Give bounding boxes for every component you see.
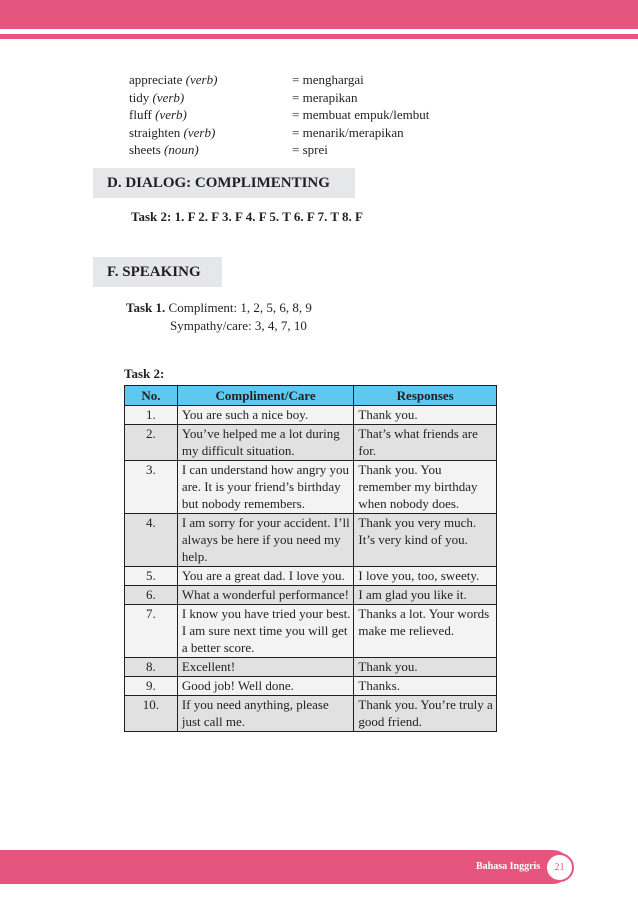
compliment-cell: If you need anything, please just call me. [177, 696, 354, 732]
response-cell: That’s what friends are for. [354, 425, 497, 461]
compliment-cell: You are a great dad. I love you. [177, 567, 354, 586]
speaking-task1 [126, 299, 312, 334]
compliment-cell: Good job! Well done. [177, 677, 354, 696]
compliment-cell: What a wonderful performance! [177, 586, 354, 605]
table-row [125, 461, 497, 514]
response-cell: Thank you. [354, 406, 497, 425]
table-row [125, 406, 497, 425]
section-f-heading: F. SPEAKING [93, 257, 222, 287]
table-header-row [125, 386, 497, 406]
speaking-task2-label: Task 2: [124, 366, 165, 381]
row-number: 4. [125, 514, 178, 567]
compliment-cell: Excellent! [177, 658, 354, 677]
compliment-cell: You’ve helped me a lot during my difficult situation. [177, 425, 354, 461]
task1-compliment: Compliment: 1, 2, 5, 6, 8, 9 [165, 300, 312, 315]
row-number: 10. [125, 696, 178, 732]
footer-book-title: Bahasa Inggris [476, 861, 541, 872]
response-cell: Thank you. You’re truly a good friend. [354, 696, 497, 732]
row-number: 2. [125, 425, 178, 461]
table-row [125, 605, 497, 658]
response-cell: I love you, too, sweety. [354, 567, 497, 586]
table-row [125, 567, 497, 586]
vocab-definition: = membuat empuk/lembut [292, 107, 430, 123]
response-cell: Thank you very much. It’s very kind of you. [354, 514, 497, 567]
dialog-task2-answers: Task 2: 1. F 2. F 3. F 4. F 5. T 6. F 7. T 8. F [131, 209, 363, 224]
vocab-term: tidy (verb) [129, 89, 185, 105]
vocab-term: fluff (verb) [129, 107, 187, 123]
task1-sympathy: Sympathy/care: 3, 4, 7, 10 [170, 317, 307, 333]
row-number: 9. [125, 677, 178, 696]
vocab-definition: = menghargai [292, 72, 364, 87]
vocab-term: sheets (noun) [129, 142, 199, 158]
section-d-heading: D. DIALOG: COMPLIMENTING [93, 168, 355, 198]
row-number: 1. [125, 406, 178, 425]
response-cell: Thank you. You remember my birthday when nobody does. [354, 461, 497, 514]
table-row [125, 677, 497, 696]
compliment-cell: You are such a nice boy. [177, 406, 354, 425]
row-number: 8. [125, 658, 178, 677]
vocab-term: appreciate (verb) [129, 72, 218, 87]
row-number: 6. [125, 586, 178, 605]
compliment-response-table [124, 385, 497, 732]
compliment-cell: I am sorry for your accident. I’ll always be here if you need my help. [177, 514, 354, 567]
row-number: 5. [125, 567, 178, 586]
response-cell: Thank you. [354, 658, 497, 677]
top-divider-line [0, 34, 638, 39]
response-cell: Thanks. [354, 677, 497, 696]
page-number: 21 [545, 853, 574, 882]
table-row [125, 425, 497, 461]
vocab-term: straighten (verb) [129, 124, 216, 140]
vocab-definition: = menarik/merapikan [292, 124, 404, 140]
task1-label: Task 1. [126, 300, 166, 315]
column-header-no: No. [125, 386, 178, 406]
response-cell: Thanks a lot. Your words make me relieved. [354, 605, 497, 658]
vocab-definition: = sprei [292, 142, 328, 158]
response-cell: I am glad you like it. [354, 586, 497, 605]
column-header-responses: Responses [354, 386, 497, 406]
compliment-cell: I know you have tried your best. I am sure next time you will get a better score. [177, 605, 354, 658]
vocab-definition: = merapikan [292, 89, 358, 105]
compliment-cell: I can understand how angry you are. It is your friend’s birthday but nobody remembers. [177, 461, 354, 514]
row-number: 3. [125, 461, 178, 514]
top-band [0, 0, 638, 29]
table-row [125, 514, 497, 567]
table-row [125, 696, 497, 732]
table-row [125, 586, 497, 605]
row-number: 7. [125, 605, 178, 658]
table-row [125, 658, 497, 677]
column-header-compliment: Compliment/Care [177, 386, 354, 406]
